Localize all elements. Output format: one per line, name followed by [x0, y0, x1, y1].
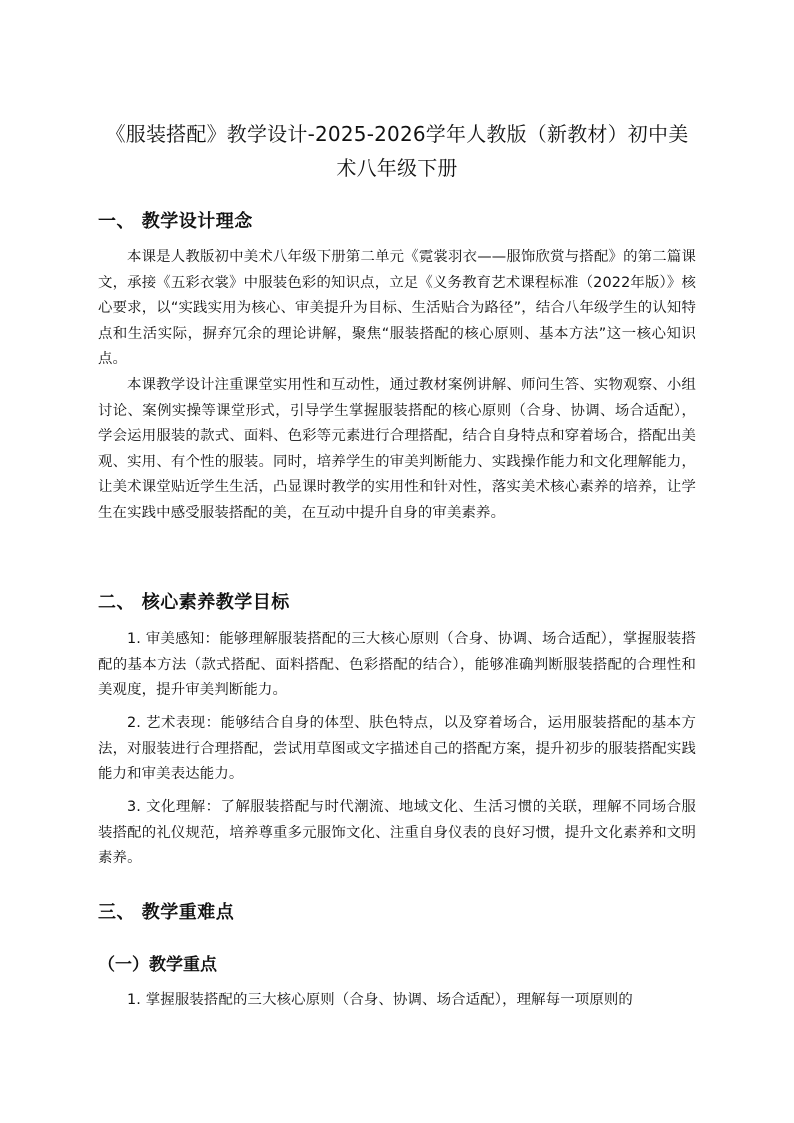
section-heading-key-difficulties: 三、 教学重难点	[98, 902, 235, 923]
document-title: 《服装搭配》教学设计-2025-2026学年人教版（新教材）初中美术八年级下册	[105, 122, 689, 180]
paragraph-concept-2: 本课教学设计注重课堂实用性和互动性，通过教材案例讲解、师问生答、实物观察、小组讨论、案例实操等课堂形式，引导学生掌握服装搭配的核心原则（合身、协调、场合适配），学会运用服装的款式、面料、色彩等元素进行合理搭配，结合自身特点和穿着场合，搭配出美观、实用、有个性的服装。同时，培养学生的审美判断能力、实践操作能力和文化理解能力，让美术课堂贴近学生生活，凸显课时教学的实用性和针对性，落实美术核心素养的培养，让学生在实践中感受服装搭配的美，在互动中提升自身的审美素养。	[98, 377, 696, 521]
subheading-teaching-focus: （一）教学重点	[98, 955, 217, 975]
paragraph-objective-culture: 3. 文化理解：了解服装搭配与时代潮流、地域文化、生活习惯的关联，理解不同场合服装搭配的礼仪规范，培养尊重多元服饰文化、注重自身仪表的良好习惯，提升文化素养和文明素养。	[98, 799, 696, 866]
paragraph-objective-aesthetic: 1. 审美感知：能够理解服装搭配的三大核心原则（合身、协调、场合适配），掌握服装搭配的基本方法（款式搭配、面料搭配、色彩搭配的结合），能够准确判断服装搭配的合理性和美观度，提升审美判断能力。	[98, 631, 696, 698]
paragraph-focus-1: 1. 掌握服装搭配的三大核心原则（合身、协调、场合适配），理解每一项原则的	[127, 992, 633, 1008]
paragraph-objective-expression: 2. 艺术表现：能够结合自身的体型、肤色特点，以及穿着场合，运用服装搭配的基本方法，对服装进行合理搭配，尝试用草图或文字描述自己的搭配方案，提升初步的服装搭配实践能力和审美表达能力。	[98, 715, 696, 782]
section-heading-teaching-concept: 一、 教学设计理念	[98, 211, 253, 232]
paragraph-concept-1: 本课是人教版初中美术八年级下册第二单元《霓裳羽衣——服饰欣赏与搭配》的第二篇课文，承接《五彩衣裳》中服装色彩的知识点，立足《义务教育艺术课程标准（2022年版）》核心要求，以“实践实用为核心、审美提升为目标、生活贴合为路径”，结合八年级学生的认知特点和生活实际，摒弃冗余的理论讲解，聚焦“服装搭配的核心原则、基本方法”这一核心知识点。	[98, 249, 696, 367]
section-heading-core-objectives: 二、 核心素养教学目标	[98, 592, 290, 613]
